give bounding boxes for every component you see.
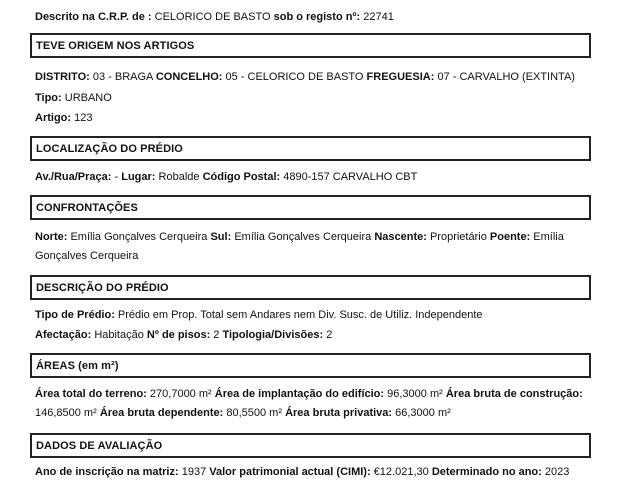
distrito-line: [35, 70, 575, 84]
crp-line: [35, 10, 394, 24]
section-title-localizacao: LOCALIZAÇÃO DO PRÉDIO: [36, 143, 183, 155]
descrito-value: CELORICO DE BASTO: [154, 11, 271, 23]
areas-line-2: [35, 406, 451, 420]
area-implantacao-value: 96,3000 m²: [387, 388, 443, 400]
section-title-origem: TEVE ORIGEM NOS ARTIGOS: [36, 40, 195, 52]
section-title-avaliacao: DADOS DE AVALIAÇÃO: [36, 440, 163, 452]
lugar-label: Lugar:: [121, 171, 156, 183]
section-avaliacao: [30, 433, 591, 458]
pisos-value: 2: [213, 329, 220, 341]
poente-value-cont: Gonçalves Cerqueira: [35, 250, 139, 262]
concelho-value: 05 - CELORICO DE BASTO: [225, 71, 364, 83]
area-construcao-label: Área bruta de construção:: [445, 388, 583, 400]
codigo-postal-value: 4890-157 CARVALHO CBT: [283, 171, 418, 183]
rua-value: -: [114, 171, 119, 183]
afectacao-label: Afectação:: [35, 329, 92, 341]
confrontacoes-line-cont: [35, 249, 138, 263]
section-confrontacoes: [30, 195, 591, 220]
sul-label: Sul:: [210, 231, 232, 243]
section-title-descricao: DESCRIÇÃO DO PRÉDIO: [36, 282, 169, 294]
section-areas: [30, 353, 591, 378]
artigo-value: 123: [74, 112, 93, 124]
area-dependente-label: Área bruta dependente:: [99, 407, 224, 419]
concelho-label: CONCELHO:: [155, 71, 223, 83]
tipo-label: Tipo:: [35, 92, 62, 104]
vpt-value: €12.021,30: [373, 466, 429, 478]
ano-inscricao-value: 1937: [181, 466, 207, 478]
area-terreno-value: 270,7000 m²: [149, 388, 212, 400]
artigo-line: [35, 111, 92, 125]
tipo-predio-value: Prédio em Prop. Total sem Andares nem Div. Susc. de Utiliz. Independente: [117, 309, 483, 321]
norte-value: Emília Gonçalves Cerqueira: [70, 231, 208, 243]
tipo-line: [35, 91, 112, 105]
area-privativa-value: 66,3000 m²: [395, 407, 451, 419]
rua-label: Av./Rua/Praça:: [35, 171, 112, 183]
distrito-label: DISTRITO:: [35, 71, 90, 83]
sul-value: Emília Gonçalves Cerqueira: [234, 231, 372, 243]
distrito-value: 03 - BRAGA: [92, 71, 153, 83]
registo-value: 22741: [363, 11, 394, 23]
confrontacoes-line: [35, 230, 564, 244]
afectacao-line: [35, 328, 332, 342]
artigo-label: Artigo:: [35, 112, 72, 124]
section-title-confrontacoes: CONFRONTAÇÕES: [36, 202, 138, 214]
section-origem: [30, 33, 591, 58]
lugar-value: Robalde: [158, 171, 200, 183]
codigo-postal-label: Código Postal:: [202, 171, 281, 183]
area-construcao-value: 146,8500 m²: [35, 407, 97, 419]
afectacao-value: Habitação: [94, 329, 144, 341]
tipologia-value: 2: [326, 329, 333, 341]
areas-line-1: [35, 387, 583, 401]
tipo-predio-label: Tipo de Prédio:: [35, 309, 115, 321]
freguesia-label: FREGUESIA:: [366, 71, 435, 83]
tipo-predio-line: [35, 308, 483, 322]
vpt-label: Valor patrimonial actual (CIMI):: [209, 466, 371, 478]
tipo-value: URBANO: [64, 92, 112, 104]
pisos-label: Nº de pisos:: [146, 329, 211, 341]
nascente-value: Proprietário: [429, 231, 487, 243]
section-title-areas: ÁREAS (em m²): [36, 360, 119, 372]
avaliacao-line: [35, 465, 569, 479]
registo-label: sob o registo nº:: [273, 11, 361, 23]
area-dependente-value: 80,5500 m²: [226, 407, 283, 419]
ano-inscricao-label: Ano de inscrição na matriz:: [35, 466, 179, 478]
poente-value: Emília: [533, 231, 564, 243]
poente-label: Poente:: [489, 231, 531, 243]
determinado-label: Determinado no ano:: [431, 466, 542, 478]
section-descricao: [30, 275, 591, 300]
freguesia-value: 07 - CARVALHO (EXTINTA): [437, 71, 575, 83]
nascente-label: Nascente:: [374, 231, 427, 243]
tipologia-label: Tipologia/Divisões:: [222, 329, 324, 341]
area-privativa-label: Área bruta privativa:: [285, 407, 393, 419]
area-implantacao-label: Área de implantação do edifício:: [214, 388, 385, 400]
section-localizacao: [30, 136, 591, 161]
norte-label: Norte:: [35, 231, 68, 243]
determinado-value: 2023: [544, 466, 570, 478]
descrito-label: Descrito na C.R.P. de :: [35, 11, 152, 23]
area-terreno-label: Área total do terreno:: [35, 388, 147, 400]
localizacao-line: [35, 170, 417, 184]
